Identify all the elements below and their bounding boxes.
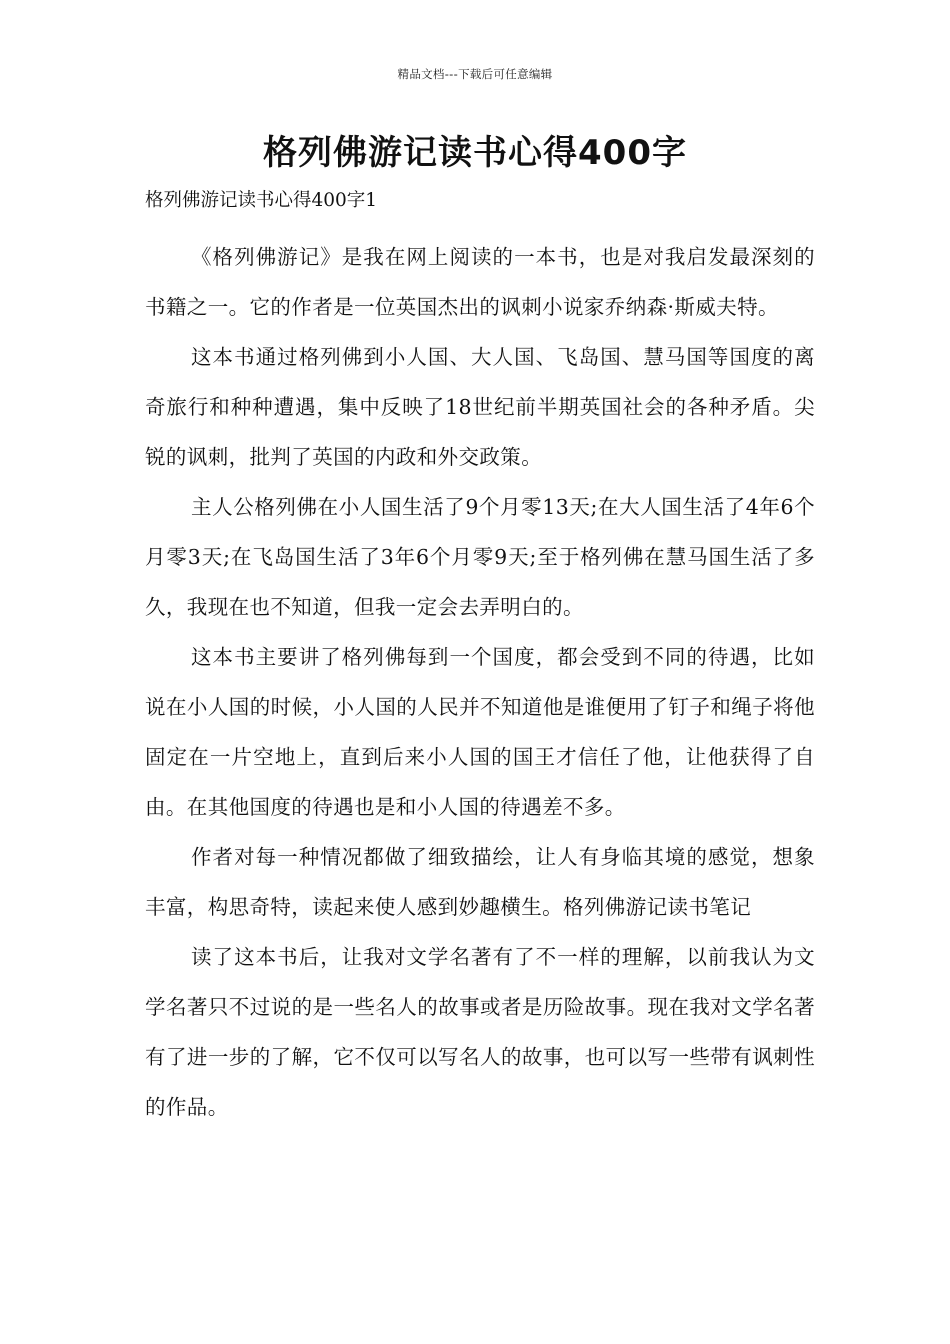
paragraph-3: 主人公格列佛在小人国生活了9个月零13天;在大人国生活了4年6个月零3天;在飞岛国生活了3年6个月零9天;至于格列佛在慧马国生活了多久，我现在也不知道，但我一定会去弄明白的。	[145, 495, 815, 619]
document-subtitle: 格列佛游记读书心得400字1	[145, 190, 378, 211]
paragraph-1: 《格列佛游记》是我在网上阅读的一本书，也是对我启发最深刻的书籍之一。它的作者是一位英国杰出的讽刺小说家乔纳森·斯威夫特。	[145, 245, 815, 319]
document-body	[145, 232, 815, 1132]
paragraph-4: 这本书主要讲了格列佛每到一个国度，都会受到不同的待遇，比如说在小人国的时候，小人国的人民并不知道他是谁便用了钉子和绳子将他固定在一片空地上，直到后来小人国的国王才信任了他，让他获得了自由。在其他国度的待遇也是和小人国的待遇差不多。	[145, 645, 815, 819]
header-note: 精品文档---下载后可任意编辑	[397, 67, 553, 81]
paragraph-5: 作者对每一种情况都做了细致描绘，让人有身临其境的感觉，想象丰富，构思奇特，读起来使人感到妙趣横生。格列佛游记读书笔记	[145, 845, 815, 919]
document-title: 格列佛游记读书心得400字	[263, 133, 687, 173]
paragraph-6: 读了这本书后，让我对文学名著有了不一样的理解，以前我认为文学名著只不过说的是一些名人的故事或者是历险故事。现在我对文学名著有了进一步的了解，它不仅可以写名人的故事，也可以写一些带有讽刺性的作品。	[145, 945, 815, 1119]
paragraph-2: 这本书通过格列佛到小人国、大人国、飞岛国、慧马国等国度的离奇旅行和种种遭遇，集中反映了18世纪前半期英国社会的各种矛盾。尖锐的讽刺，批判了英国的内政和外交政策。	[145, 345, 815, 469]
